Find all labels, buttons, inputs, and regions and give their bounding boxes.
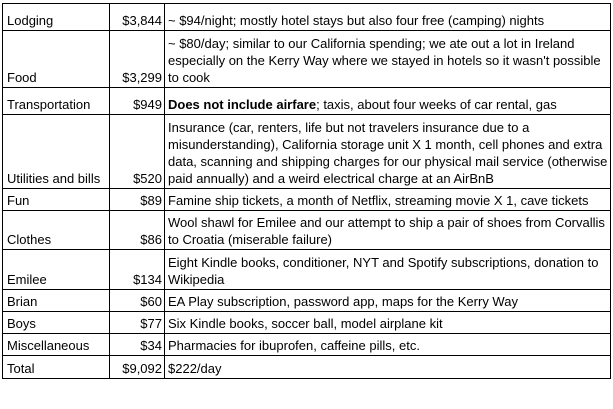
note-cell: EA Play subscription, password app, maps for the Kerry Way <box>165 290 611 312</box>
total-amount: $9,092 <box>110 356 165 379</box>
note-cell: ~ $94/night; mostly hotel stays but also four free (camping) nights <box>165 4 611 31</box>
amount-cell: $3,299 <box>110 31 165 88</box>
table-row <box>3 312 611 334</box>
amount-cell: $520 <box>110 115 165 189</box>
table-row <box>3 115 611 189</box>
amount-cell: $134 <box>110 250 165 290</box>
amount-cell: $949 <box>110 88 165 115</box>
note-cell <box>165 88 611 115</box>
category-cell: Transportation <box>3 88 110 115</box>
amount-cell: $60 <box>110 290 165 312</box>
table-row <box>3 211 611 250</box>
category-cell: Miscellaneous <box>3 334 110 356</box>
note-cell: ~ $80/day; similar to our California spending; we ate out a lot in Ireland especially on the Kerry Way where we stayed in hotels so it wasn't possible to cook <box>165 31 611 88</box>
amount-cell: $3,844 <box>110 4 165 31</box>
note-emphasis: Does not include airfare <box>168 97 317 112</box>
table-row <box>3 31 611 88</box>
category-cell: Lodging <box>3 4 110 31</box>
total-row <box>3 356 611 379</box>
category-cell: Fun <box>3 189 110 211</box>
amount-cell: $77 <box>110 312 165 334</box>
category-cell: Utilities and bills <box>3 115 110 189</box>
table-row <box>3 4 611 31</box>
note-cell: Insurance (car, renters, life but not travelers insurance due to a misunderstanding), California storage unit X 1 month, cell phones and extra data, scanning and shipping charges for our physical mail service (otherwise paid annually) and a weird electrical charge at an AirBnB <box>165 115 611 189</box>
total-note: $222/day <box>165 356 611 379</box>
budget-table <box>2 3 611 379</box>
amount-cell: $34 <box>110 334 165 356</box>
category-cell: Boys <box>3 312 110 334</box>
total-label: Total <box>3 356 110 379</box>
note-cell: Famine ship tickets, a month of Netflix, streaming movie X 1, cave tickets <box>165 189 611 211</box>
table-row <box>3 88 611 115</box>
table-row <box>3 189 611 211</box>
note-text: ; taxis, about four weeks of car rental, gas <box>316 97 557 112</box>
amount-cell: $89 <box>110 189 165 211</box>
table-row <box>3 334 611 356</box>
category-cell: Brian <box>3 290 110 312</box>
category-cell: Emilee <box>3 250 110 290</box>
note-cell: Wool shawl for Emilee and our attempt to ship a pair of shoes from Corvallis to Croatia (miserable failure) <box>165 211 611 250</box>
note-cell: Eight Kindle books, conditioner, NYT and Spotify subscriptions, donation to Wikipedia <box>165 250 611 290</box>
table-row <box>3 290 611 312</box>
amount-cell: $86 <box>110 211 165 250</box>
category-cell: Clothes <box>3 211 110 250</box>
note-cell: Pharmacies for ibuprofen, caffeine pills, etc. <box>165 334 611 356</box>
category-cell: Food <box>3 31 110 88</box>
table-row <box>3 250 611 290</box>
note-cell: Six Kindle books, soccer ball, model airplane kit <box>165 312 611 334</box>
